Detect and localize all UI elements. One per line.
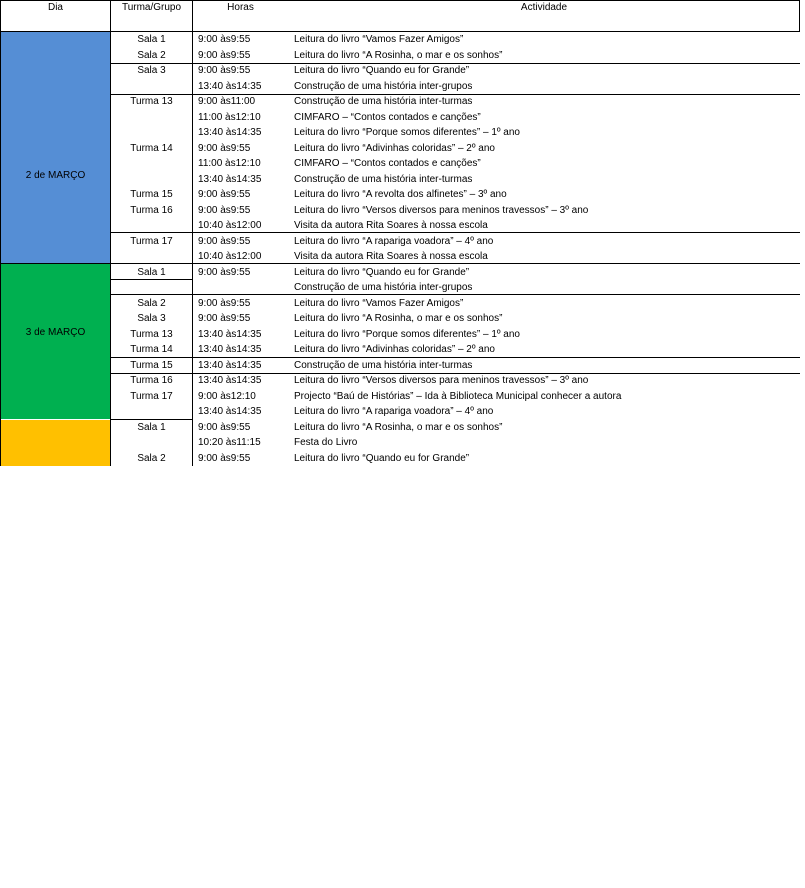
row-hours-cell: 9:00 às9:55 — [198, 189, 251, 200]
border-right — [799, 0, 800, 31]
row-activity-cell: Leitura do livro “Adivinhas coloridas” – 2º ano — [294, 142, 495, 154]
row-hours-cell: 9:00 às9:55 — [198, 34, 251, 45]
row-group-cell: Sala 1 — [137, 421, 166, 433]
row-activity-cell: Leitura do livro “Porque somos diferentes” – 1º ano — [294, 328, 520, 340]
row-hours-cell: 9:00 às12:10 — [198, 390, 256, 402]
row-activity-cell: Leitura do livro “Vamos Fazer Amigos” — [294, 297, 464, 309]
row-hours-cell: 13:40 às14:35 — [198, 328, 262, 340]
row-activity-cell: Projecto “Baú de Histórias” – Ida à Biblioteca Municipal conhecer a autora — [294, 390, 622, 402]
row-hours-cell: 13:40 às14:35 — [198, 344, 262, 355]
row-activity-cell: Leitura do livro “Quando eu for Grande” — [294, 452, 470, 464]
header-actividade: Actividade — [520, 2, 568, 13]
row-activity-cell: Leitura do livro “Quando eu for Grande” — [294, 266, 470, 278]
row-group-cell: Turma 17 — [130, 390, 173, 402]
row-group-cell — [111, 435, 192, 451]
row-group-cell: Turma 14 — [130, 142, 173, 154]
row-group-cell — [111, 110, 192, 126]
row-group-cell — [111, 404, 192, 420]
row-hours-cell: 13:40 às14:35 — [198, 127, 262, 138]
row-group-cell — [111, 280, 192, 296]
row-activity-cell: Construção de uma história inter-turmas — [294, 173, 473, 185]
row-activity-cell: Leitura do livro “A rapariga voadora” – 4º ano — [294, 235, 494, 247]
row-group-cell: Turma 13 — [130, 96, 173, 107]
row-group-cell: Turma 15 — [130, 359, 173, 371]
row-hours-cell: 9:00 às9:55 — [198, 235, 251, 247]
row-hours-cell: 11:00 às12:10 — [198, 111, 261, 123]
row-group-cell — [111, 172, 192, 188]
row-hours-cell: 9:00 às9:55 — [198, 313, 251, 324]
day-block-march-2 — [1, 32, 110, 263]
row-group-cell — [111, 249, 192, 265]
border-col-turma — [192, 0, 193, 466]
day-block-march-4 — [1, 420, 110, 466]
row-hours-cell: 9:00 às9:55 — [198, 266, 251, 278]
row-hours-cell: 13:40 às14:35 — [198, 375, 262, 386]
row-activity-cell: Festa do Livro — [294, 437, 358, 448]
row-activity-cell: Leitura do livro “Adivinhas coloridas” – 2º ano — [294, 344, 495, 355]
row-hours-cell: 9:00 às9:55 — [198, 421, 251, 433]
border-left — [0, 0, 1, 466]
row-hours-cell: 9:00 às9:55 — [198, 142, 251, 154]
row-activity-cell: CIMFARO – “Contos contados e canções” — [294, 158, 481, 169]
row-hours-cell: 9:00 às9:55 — [198, 452, 251, 464]
row-group-cell — [111, 125, 192, 141]
row-group-cell: Turma 13 — [130, 328, 173, 340]
row-group-cell: Sala 2 — [137, 452, 166, 464]
row-hours-cell: 9:00 às9:55 — [198, 204, 251, 216]
row-activity-cell: Leitura do livro “A Rosinha, o mar e os sonhos” — [294, 49, 503, 61]
row-activity-cell: Visita da autora Rita Soares à nossa escola — [294, 251, 488, 262]
row-hours-cell: 9:00 às9:55 — [198, 65, 251, 76]
row-activity-cell: Leitura do livro “A Rosinha, o mar e os sonhos” — [294, 421, 503, 433]
row-hours-cell: 10:40 às12:00 — [198, 220, 262, 231]
row-group-cell: Turma 15 — [130, 189, 173, 200]
row-group-cell — [111, 218, 192, 234]
header-dia: Dia — [47, 2, 63, 13]
header-turma-grupo: Turma/Grupo — [121, 2, 182, 13]
row-hours-cell: 13:40 às14:35 — [198, 80, 262, 92]
row-hours-cell: 11:00 às12:10 — [198, 158, 261, 169]
row-hours-cell: 9:00 às9:55 — [198, 49, 251, 61]
row-hours-cell: 9:00 às9:55 — [198, 297, 251, 309]
row-group-cell: Turma 17 — [130, 235, 173, 247]
day-label-march-2: 2 de MARÇO — [25, 170, 86, 181]
row-activity-cell: Construção de uma história inter-grupos — [294, 282, 473, 293]
row-hours-cell: 10:40 às12:00 — [198, 251, 262, 262]
row-activity-cell: CIMFARO – “Contos contados e canções” — [294, 111, 481, 123]
row-group-cell: Sala 1 — [137, 34, 166, 45]
row-group-cell: Sala 3 — [137, 313, 166, 324]
row-activity-cell: Construção de uma história inter-grupos — [294, 80, 473, 92]
row-group-cell: Turma 16 — [130, 375, 173, 386]
row-group-cell: Turma 16 — [130, 204, 173, 216]
row-hours-cell: 10:20 às11:15 — [198, 437, 261, 448]
row-activity-cell: Leitura do livro “Versos diversos para meninos travessos” – 3º ano — [294, 375, 589, 386]
border-top — [0, 0, 800, 1]
row-hours-cell: 9:00 às11:00 — [198, 96, 256, 107]
row-activity-cell: Leitura do livro “A revolta dos alfinetes” – 3º ano — [294, 189, 507, 200]
row-activity-cell: Leitura do livro “A rapariga voadora” – 4º ano — [294, 406, 494, 417]
row-activity-cell: Leitura do livro “A Rosinha, o mar e os sonhos” — [294, 313, 503, 324]
day-label-march-3: 3 de MARÇO — [25, 327, 86, 338]
row-activity-cell: Construção de uma história inter-turmas — [294, 96, 473, 107]
row-group-cell — [111, 156, 192, 172]
row-hours-cell: 13:40 às14:35 — [198, 406, 262, 417]
row-activity-cell: Leitura do livro “Porque somos diferentes” – 1º ano — [294, 127, 520, 138]
row-activity-cell: Leitura do livro “Versos diversos para meninos travessos” – 3º ano — [294, 204, 589, 216]
row-hours-cell: 13:40 às14:35 — [198, 173, 262, 185]
row-activity-cell: Construção de uma história inter-turmas — [294, 359, 473, 371]
row-group-cell: Turma 14 — [130, 344, 173, 355]
row-hours-cell: 13:40 às14:35 — [198, 359, 262, 371]
row-group-cell — [111, 79, 192, 95]
row-group-cell: Sala 1 — [137, 266, 166, 278]
row-activity-cell: Leitura do livro “Quando eu for Grande” — [294, 65, 470, 76]
row-group-cell: Sala 2 — [137, 49, 166, 61]
row-group-cell: Sala 2 — [137, 297, 166, 309]
header-horas: Horas — [227, 2, 254, 13]
row-activity-cell: Visita da autora Rita Soares à nossa escola — [294, 220, 488, 231]
day-block-march-3 — [1, 264, 110, 419]
row-group-cell: Sala 3 — [137, 65, 166, 76]
row-activity-cell: Leitura do livro “Vamos Fazer Amigos” — [294, 34, 464, 45]
